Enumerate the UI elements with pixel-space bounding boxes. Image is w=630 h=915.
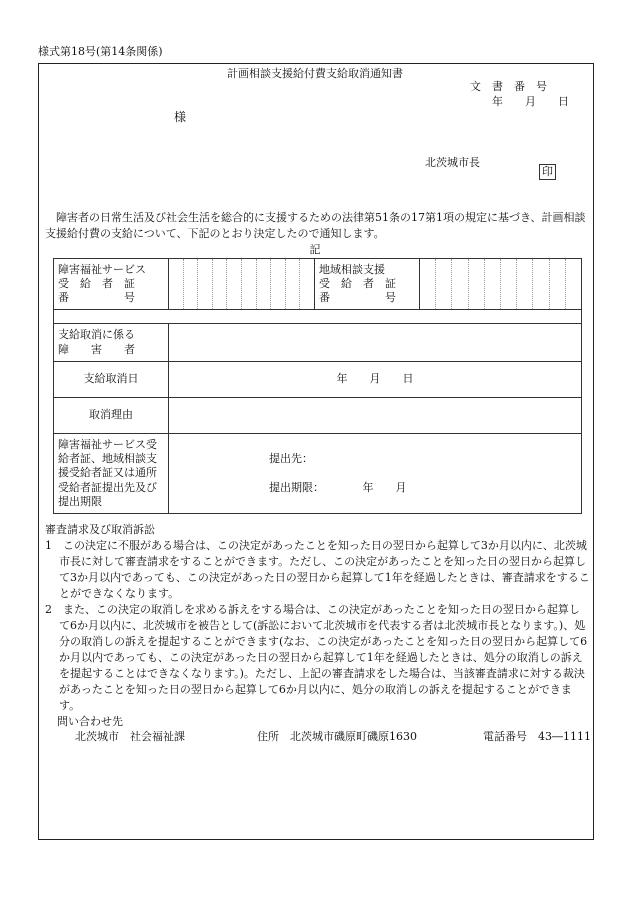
ki-heading: 記 (309, 243, 321, 256)
label-line: 受給者証提出先及び (58, 480, 157, 494)
document-number: 文 書 番 号 (470, 80, 547, 93)
table-row (54, 259, 582, 310)
service-certificate-number-field[interactable] (169, 259, 315, 310)
disabled-person-label (54, 324, 169, 362)
label-line: 障 害 者 (58, 342, 135, 356)
note-item-2: 2 また、この決定の取消しを求める訴えをする場合は、この決定があったことを知った日の翌日から起算して6か月以内に、北茨城市を被告として(訴訟において北茨城市を代表する者は北茨城市長となります。)、処分の取消しの訴えを提起することができます(なお、この決定があったことを知った日の翌日から起算して6か月以内であっても、この決定があった日の翌日から起算して1年を経過したときは、処分の取消しの訴えを提起することはできなくなります。)。ただし、上記の審査請求をした場合は、当該審査請求に対する裁決があったことを知った日の翌日から起算して6か月以内に、処分の取消しの訴えを提起することができます。 (45, 603, 588, 712)
label-line: 障害福祉サービス受 (58, 437, 157, 451)
submit-to-line: 提出先： (269, 452, 313, 466)
label-line: 番 号 (58, 291, 135, 305)
cancellation-date-field[interactable]: 年 月 日 (169, 362, 582, 398)
service-certificate-label (54, 259, 169, 310)
submission-field[interactable] (169, 434, 582, 514)
table-row (54, 434, 582, 514)
table-row (54, 398, 582, 434)
notice-body: 障害者の日常生活及び社会生活を総合的に支援するための法律第51条の17第1項の規定に基づき、計画相談支援給付費の支給について、下記のとおり決定したので通知します。 (45, 211, 586, 240)
issue-date: 年 月 日 (492, 95, 569, 108)
document-title: 計画相談支援給付費支給取消通知書 (227, 67, 403, 80)
regional-certificate-label (315, 259, 420, 310)
label-line: 提出期限 (58, 494, 102, 508)
contact-phone: 電話番号 43―1111 (483, 730, 591, 743)
contact-heading: 問い合わせ先 (57, 715, 123, 728)
label-line: 地域相談支援 (319, 262, 385, 276)
cancellation-reason-field[interactable] (169, 398, 582, 434)
issuer-name: 北茨城市長 (425, 156, 480, 169)
contact-line (45, 730, 590, 746)
cancellation-reason-label: 取消理由 (54, 398, 169, 434)
table-row (54, 310, 582, 324)
contact-office: 北茨城市 社会福祉課 (75, 730, 185, 743)
table-row (54, 362, 582, 398)
label-line: 給者証、地域相談支 (58, 452, 157, 466)
table-row (54, 324, 582, 362)
spacer-cell (54, 310, 582, 324)
label-line: 援受給者証又は通所 (58, 466, 157, 480)
form-label: 様式第18号(第14条関係) (38, 45, 163, 58)
deadline-line: 提出期限： 年 月 (269, 480, 407, 494)
label-line: 番 号 (319, 291, 396, 305)
note-item-1: 1 この決定に不服がある場合は、この決定があったことを知った日の翌日から起算して3か月以内に、北茨城市長に対して審査請求をすることができます。ただし、この決定があったことを知った日の翌日から起算して3か月以内であっても、この決定があった日の翌日から起算して1年を経過したときは、審査請求をすることができなくなります。 (45, 539, 590, 600)
info-table (53, 258, 582, 514)
submission-label (54, 434, 169, 514)
cancellation-date-label: 支給取消日 (54, 362, 169, 398)
notes-section (45, 522, 590, 746)
label-line: 受 給 者 証 (319, 276, 396, 290)
seal-mark: 印 (539, 164, 556, 180)
addressee-suffix: 様 (174, 110, 187, 124)
regional-certificate-number-field[interactable] (420, 259, 582, 310)
notes-heading: 審査請求及び取消訴訟 (45, 523, 155, 536)
contact-address: 住所 北茨城市磯原町磯原1630 (257, 730, 417, 743)
label-line: 障害福祉サービス (58, 262, 146, 276)
label-line: 受 給 者 証 (58, 276, 135, 290)
disabled-person-field[interactable] (169, 324, 582, 362)
label-line: 支給取消に係る (58, 328, 135, 342)
